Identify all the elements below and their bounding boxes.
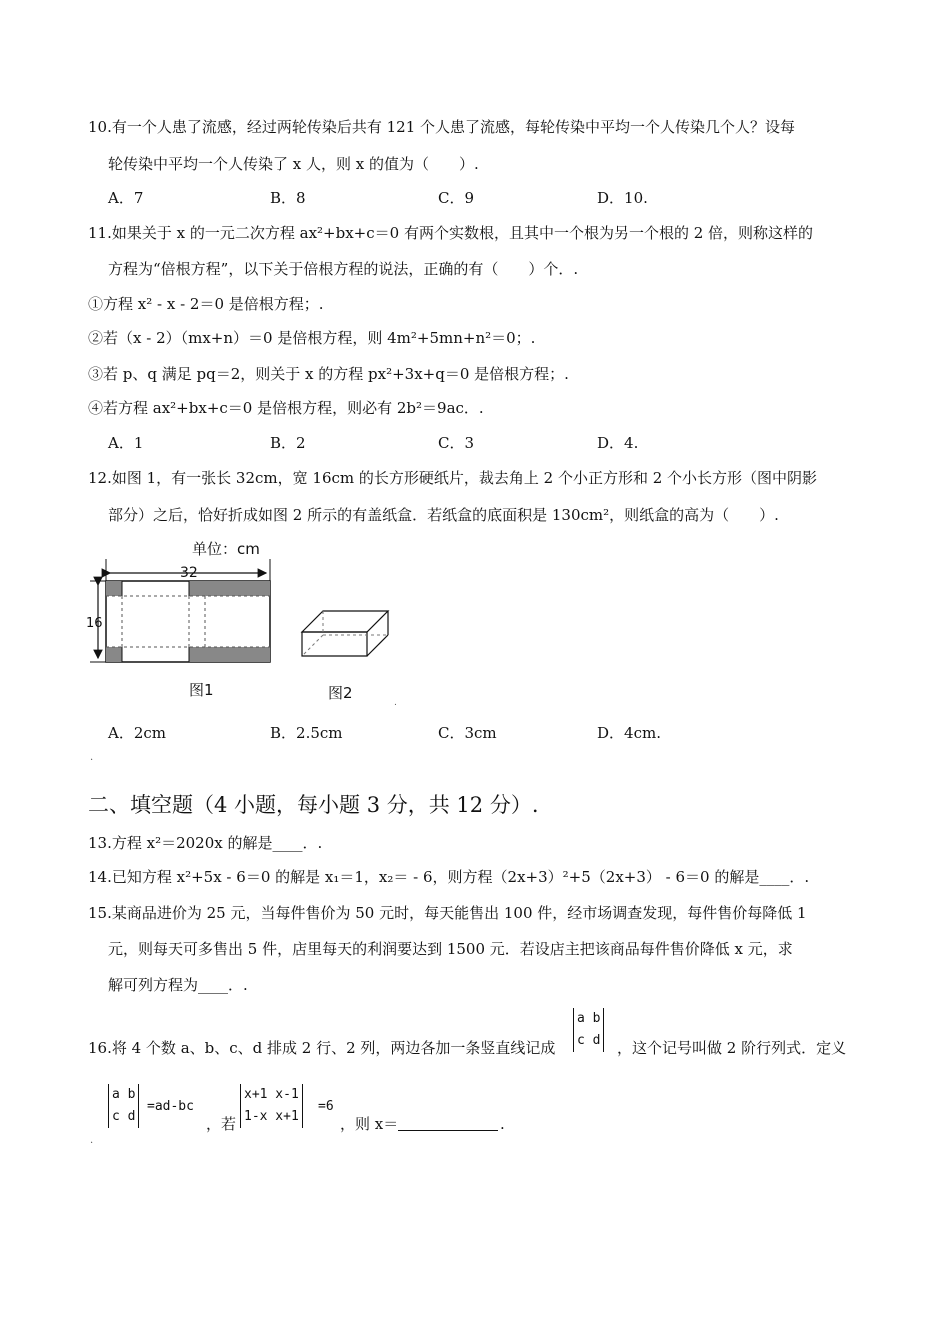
q11-option-a: A．1 [108, 434, 144, 452]
q15-line2: 元，则每天可多售出 5 件，店里每天的利润要达到 1500 元．若设店主把该商品每件售价降低 x 元，求 [108, 940, 793, 958]
q12-line2: 部分）之后，恰好折成如图 2 所示的有盖纸盒．若纸盒的底面积是 130cm²，则纸盒的高为（ ）. [108, 506, 779, 524]
det-row-1: a b [577, 1011, 601, 1026]
q13-text: 13.方程 x²＝2020x 的解是____．. [88, 834, 323, 852]
svg-text:.: . [394, 698, 397, 708]
q16-prefix: 16.将 4 个数 a、b、c、d 排成 2 行、2 列，两边各加一条竖直线记成 [88, 1039, 556, 1057]
q15-line3: 解可列方程为____．. [108, 976, 248, 994]
def-row-1: a b [112, 1087, 136, 1102]
shaded-rect-top [189, 581, 270, 596]
q11-item-2: ②若（x - 2）（mx+n）＝0 是倍根方程，则 4m²+5mn+n²＝0；. [88, 329, 536, 347]
shaded-rect-bottom [189, 647, 270, 662]
figure-unit-label: 单位：cm [192, 540, 260, 558]
q10-option-c: C．9 [438, 189, 475, 207]
q12-option-a: A．2cm [108, 724, 167, 742]
q16-definition-determinant [108, 1084, 139, 1128]
q11-option-c: C．3 [438, 434, 475, 452]
q11-line2: 方程为“倍根方程”，以下关于倍根方程的说法，正确的有（ ）个．. [108, 260, 579, 278]
q10-option-a: A．7 [108, 189, 144, 207]
margin-dot: . [90, 1135, 94, 1146]
q10-option-d: D．10. [597, 189, 648, 207]
margin-dot: . [90, 752, 94, 763]
q11-line1: 11.如果关于 x 的一元二次方程 ax²+bx+c＝0 有两个实数根，且其中一个根为另一个根的 2 倍，则称这样的 [88, 224, 814, 242]
q11-item-4: ④若方程 ax²+bx+c＝0 是倍根方程，则必有 2b²＝9ac．. [88, 399, 484, 417]
section-2-title: 二、填空题（4 小题，每小题 3 分，共 12 分）. [88, 793, 539, 817]
q12-option-b: B．2.5cm [270, 724, 343, 742]
q16-then-text: ，则 x＝ [340, 1115, 399, 1133]
eq-row-1: x+1 x-1 [244, 1087, 299, 1102]
q16-notation-determinant [573, 1008, 604, 1052]
q10-line2: 轮传染中平均一个人传染了 x 人，则 x 的值为（ ）. [108, 155, 479, 173]
eq-row-2: 1-x x+1 [244, 1109, 299, 1124]
q11-item-1: ①方程 x² - x - 2＝0 是倍根方程；. [88, 295, 324, 313]
figure-length-label: 32 [180, 565, 198, 581]
det-row-2: c d [577, 1033, 601, 1048]
q16-suffix: ，这个记号叫做 2 阶行列式．定义 [617, 1039, 847, 1057]
q16-equation-rhs: =6 [318, 1099, 334, 1114]
q16-end: . [500, 1115, 505, 1133]
q15-line1: 15.某商品进价为 25 元，当每件售价为 50 元时，每天能售出 100 件，经市场调查发现，每件售价每降低 1 [88, 904, 807, 922]
box-drawing [302, 611, 388, 656]
q11-item-3: ③若 p、q 满足 pq＝2，则关于 x 的方程 px²+3x+q＝0 是倍根方程；. [88, 365, 569, 383]
q16-if-text: ，若 [206, 1115, 237, 1133]
def-row-2: c d [112, 1109, 136, 1124]
q12-figure [80, 535, 410, 710]
shaded-square-bottom [106, 647, 122, 662]
q10-option-b: B．8 [270, 189, 306, 207]
q12-option-d: D．4cm. [597, 724, 661, 742]
q11-option-b: B．2 [270, 434, 306, 452]
q16-answer-blank[interactable] [398, 1115, 498, 1131]
shaded-square-top [106, 581, 122, 596]
q16-equation-determinant [240, 1084, 303, 1128]
figure-width-label: 16 [86, 616, 103, 631]
q12-option-c: C．3cm [438, 724, 497, 742]
q11-option-d: D．4. [597, 434, 639, 452]
q16-definition-rhs: =ad-bc [147, 1099, 194, 1114]
figure-caption-2: 图2 [328, 684, 353, 702]
figure-caption-1: 图1 [189, 681, 214, 699]
q10-line1: 10.有一个人患了流感，经过两轮传染后共有 121 个人患了流感，每轮传染中平均一个人传染几个人？设每 [88, 118, 796, 136]
q12-line1: 12.如图 1，有一张长 32cm，宽 16cm 的长方形硬纸片，裁去角上 2 个小正方形和 2 个小长方形（图中阴影 [88, 469, 818, 487]
q14-text: 14.已知方程 x²+5x - 6＝0 的解是 x₁＝1，x₂＝ - 6，则方程（2x+3）²+5（2x+3） - 6＝0 的解是____．. [88, 868, 810, 886]
